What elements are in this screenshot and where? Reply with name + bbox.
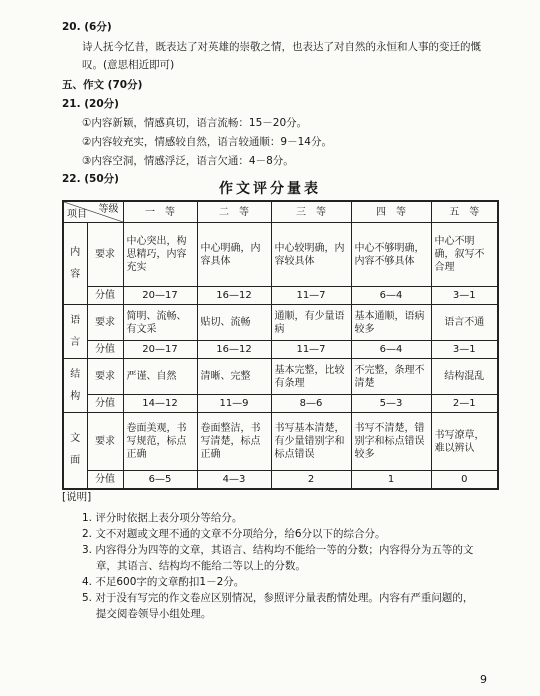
list-item: 章，其语言、结构均不能给二等以上的分数。 — [82, 560, 306, 572]
scoring-table — [62, 200, 499, 490]
table-cell: 8—6 — [271, 395, 351, 413]
item-label-content: 内容 — [63, 223, 87, 305]
table-cell: 基本通顺，语病较多 — [351, 305, 431, 341]
req-label: 要求 — [87, 305, 123, 341]
q20-heading: 20. (6分) — [62, 21, 112, 33]
table-cell: 基本完整，比较有条理 — [271, 359, 351, 395]
table-cell: 书写潦草，难以辨认 — [431, 413, 498, 471]
section5-heading: 五、作文 (70分) — [62, 79, 143, 91]
table-row — [63, 287, 498, 305]
item-label-structure: 结构 — [63, 359, 87, 413]
score-label: 分值 — [87, 341, 123, 359]
table-cell: 6—4 — [351, 341, 431, 359]
grade-header-1: 一 等 — [123, 201, 197, 223]
grade-header-3: 三 等 — [271, 201, 351, 223]
notes-title: [说明] — [62, 491, 92, 503]
score-label: 分值 — [87, 287, 123, 305]
table-cell: 不完整，条理不清楚 — [351, 359, 431, 395]
q21-heading: 21. (20分) — [62, 98, 119, 110]
q21-item-2: ②内容较充实，情感较自然，语言较通顺：9－14分。 — [82, 136, 332, 148]
table-cell: 3—1 — [431, 287, 498, 305]
page-number: 9 — [480, 673, 487, 686]
table-cell: 20—17 — [123, 287, 197, 305]
table-cell: 2—1 — [431, 395, 498, 413]
req-label: 要求 — [87, 413, 123, 471]
table-row — [63, 223, 498, 287]
list-item: 4. 不足600字的文章酌扣1－2分。 — [82, 576, 245, 588]
score-label: 分值 — [87, 471, 123, 489]
list-item: 提交阅卷领导小组处理。 — [82, 608, 212, 620]
table-cell: 中心突出，构思精巧，内容充实 — [123, 223, 197, 287]
table-cell: 书写基本清楚，有少量错别字和标点错误 — [271, 413, 351, 471]
table-cell: 6—4 — [351, 287, 431, 305]
q21-item-1: ①内容新颖，情感真切，语言流畅：15－20分。 — [82, 117, 308, 129]
table-cell: 11—7 — [271, 341, 351, 359]
table-cell: 书写不清楚，错别字和标点错误较多 — [351, 413, 431, 471]
score-label: 分值 — [87, 395, 123, 413]
item-label-presentation: 文面 — [63, 413, 87, 489]
corner-item-label: 项目 — [67, 209, 87, 220]
req-label: 要求 — [87, 359, 123, 395]
table-cell: 2 — [271, 471, 351, 489]
table-header-row — [63, 201, 498, 223]
grade-header-2: 二 等 — [197, 201, 271, 223]
table-cell: 1 — [351, 471, 431, 489]
list-item: 3. 内容得分为四等的文章，其语言、结构均不能给一等的分数；内容得分为五等的文 — [82, 544, 474, 556]
grade-header-4: 四 等 — [351, 201, 431, 223]
table-cell: 14—12 — [123, 395, 197, 413]
table-row — [63, 471, 498, 489]
list-item: 2. 文不对题或文理不通的文章不分项给分，给6分以下的综合分。 — [82, 528, 386, 540]
table-row — [63, 413, 498, 471]
table-cell: 16—12 — [197, 341, 271, 359]
corner-grade-label: 等级 — [98, 204, 119, 215]
list-item: 1. 评分时依据上表分项分等给分。 — [82, 512, 243, 524]
table-cell: 4—3 — [197, 471, 271, 489]
q20-answer-line1: 诗人抚今忆昔，既表达了对英雄的崇敬之情，也表达了对自然的永恒和人事的变迁的慨 — [82, 41, 481, 53]
table-cell: 贴切、流畅 — [197, 305, 271, 341]
table-cell: 卷面整洁，书写清楚，标点正确 — [197, 413, 271, 471]
table-cell: 卷面美观，书写规范，标点正确 — [123, 413, 197, 471]
table-cell: 中心不明确，叙写不合理 — [431, 223, 498, 287]
list-item: 5. 对于没有写完的作文卷应区别情况，参照评分量表酌情处理。内容有严重问题的， — [82, 592, 474, 604]
table-cell: 中心较明确，内容较具体 — [271, 223, 351, 287]
table-cell: 通顺，有少量语病 — [271, 305, 351, 341]
table-cell: 20—17 — [123, 341, 197, 359]
table-cell: 16—12 — [197, 287, 271, 305]
table-cell: 中心不够明确，内容不够具体 — [351, 223, 431, 287]
table-corner — [63, 201, 123, 223]
table-row — [63, 359, 498, 395]
table-row — [63, 341, 498, 359]
grade-header-5: 五 等 — [431, 201, 498, 223]
table-cell: 中心明确，内容具体 — [197, 223, 271, 287]
q22-heading: 22. (50分) — [62, 173, 119, 185]
table-cell: 结构混乱 — [431, 359, 498, 395]
q21-item-3: ③内容空洞，情感浮泛，语言欠通：4－8分。 — [82, 155, 294, 167]
table-title: 作文评分量表 — [219, 181, 321, 197]
table-cell: 5—3 — [351, 395, 431, 413]
table-cell: 语言不通 — [431, 305, 498, 341]
table-cell: 0 — [431, 471, 498, 489]
table-cell: 3—1 — [431, 341, 498, 359]
notes-list — [82, 510, 473, 622]
table-row — [63, 305, 498, 341]
table-cell: 6—5 — [123, 471, 197, 489]
q20-answer-line2: 叹。(意思相近即可) — [82, 59, 175, 71]
table-cell: 简明、流畅、有文采 — [123, 305, 197, 341]
table-cell: 严谨、自然 — [123, 359, 197, 395]
req-label: 要求 — [87, 223, 123, 287]
table-cell: 清晰、完整 — [197, 359, 271, 395]
item-label-language: 语言 — [63, 305, 87, 359]
table-cell: 11—9 — [197, 395, 271, 413]
table-row — [63, 395, 498, 413]
table-cell: 11—7 — [271, 287, 351, 305]
